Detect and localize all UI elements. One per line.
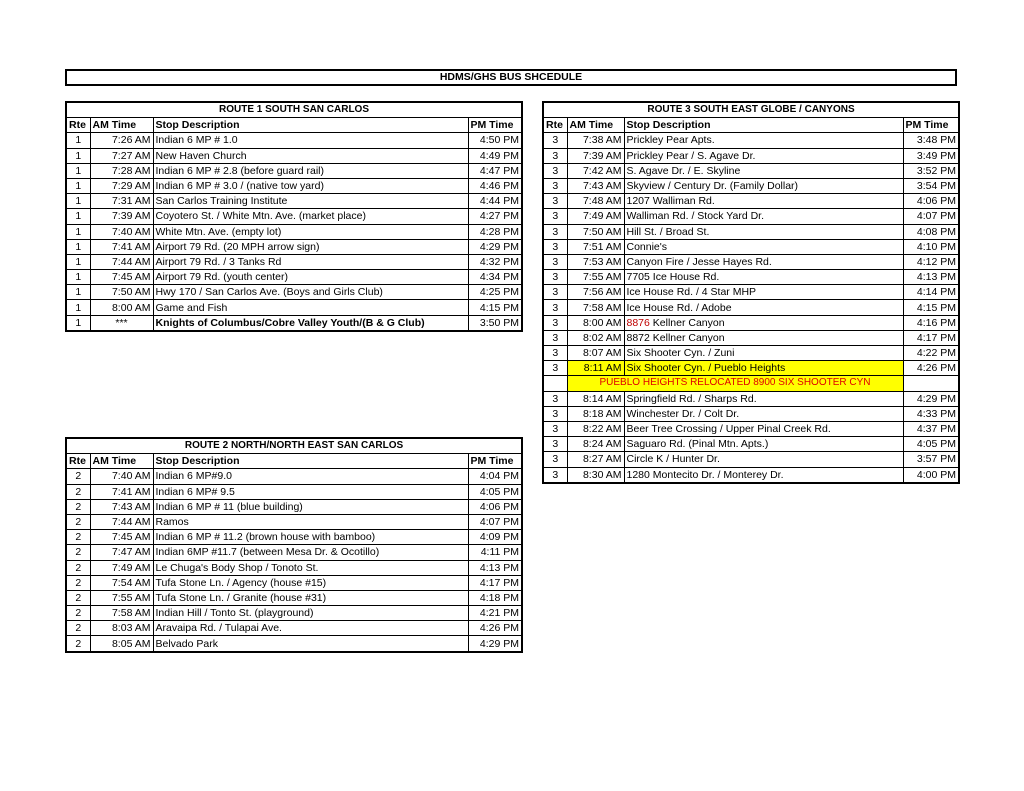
table-row bbox=[66, 239, 522, 254]
pm-time-cell: 4:05 PM bbox=[903, 437, 959, 452]
stop-description-cell: Ice House Rd. / 4 Star MHP bbox=[624, 285, 903, 300]
pm-time-cell: 4:17 PM bbox=[903, 330, 959, 345]
stop-description-cell: Six Shooter Cyn. / Zuni bbox=[624, 346, 903, 361]
table-row bbox=[66, 163, 522, 178]
table-row bbox=[66, 469, 522, 484]
table-row bbox=[543, 376, 959, 391]
pm-time-cell: 4:11 PM bbox=[468, 545, 522, 560]
am-time-cell: 7:58 AM bbox=[90, 606, 153, 621]
document-title: HDMS/GHS BUS SHCEDULE bbox=[65, 69, 957, 86]
route-2-rows bbox=[66, 469, 522, 652]
rte-cell: 1 bbox=[66, 315, 90, 331]
am-time-cell: 8:00 AM bbox=[90, 300, 153, 315]
pm-time-cell: 4:04 PM bbox=[468, 469, 522, 484]
stop-description-cell: 1207 Walliman Rd. bbox=[624, 194, 903, 209]
table-row bbox=[66, 499, 522, 514]
pm-time-cell: 4:37 PM bbox=[903, 421, 959, 436]
am-time-cell: 8:22 AM bbox=[567, 421, 624, 436]
stop-description-cell: 7705 Ice House Rd. bbox=[624, 270, 903, 285]
stop-description-cell: Hwy 170 / San Carlos Ave. (Boys and Girls Club) bbox=[153, 285, 468, 300]
table-row bbox=[543, 270, 959, 285]
rte-cell: 3 bbox=[543, 254, 567, 269]
rte-cell: 3 bbox=[543, 133, 567, 148]
stop-description-cell: Saguaro Rd. (Pinal Mtn. Apts.) bbox=[624, 437, 903, 452]
rte-cell: 1 bbox=[66, 239, 90, 254]
table-row bbox=[543, 330, 959, 345]
rte-cell: 2 bbox=[66, 575, 90, 590]
stop-description-cell: Winchester Dr. / Colt Dr. bbox=[624, 406, 903, 421]
rte-cell: 3 bbox=[543, 391, 567, 406]
stop-description-cell bbox=[624, 315, 903, 330]
route-3-rows bbox=[543, 133, 959, 483]
table-row bbox=[543, 346, 959, 361]
table-row bbox=[543, 254, 959, 269]
pm-time-cell: 4:06 PM bbox=[903, 194, 959, 209]
rte-cell: 3 bbox=[543, 209, 567, 224]
pm-time-cell: 4:33 PM bbox=[903, 406, 959, 421]
stop-description-cell: Indian 6 MP # 3.0 / (native tow yard) bbox=[153, 178, 468, 193]
pm-time-cell: 3:48 PM bbox=[903, 133, 959, 148]
stop-description-cell: Connie's bbox=[624, 239, 903, 254]
pm-time-cell: 4:29 PM bbox=[468, 636, 522, 652]
am-time-cell: 7:55 AM bbox=[567, 270, 624, 285]
am-time-cell: 7:54 AM bbox=[90, 575, 153, 590]
rte-cell: 2 bbox=[66, 499, 90, 514]
rte-cell: 3 bbox=[543, 194, 567, 209]
am-time-cell: 8:27 AM bbox=[567, 452, 624, 467]
stop-description-cell: Aravaipa Rd. / Tulapai Ave. bbox=[153, 621, 468, 636]
table-row bbox=[66, 194, 522, 209]
rte-cell: 2 bbox=[66, 636, 90, 652]
stop-description-cell: Airport 79 Rd. / 3 Tanks Rd bbox=[153, 254, 468, 269]
am-time-cell: 7:39 AM bbox=[567, 148, 624, 163]
am-time-cell: 7:41 AM bbox=[90, 239, 153, 254]
pm-time-cell: 4:46 PM bbox=[468, 178, 522, 193]
am-time-cell: 7:44 AM bbox=[90, 254, 153, 269]
rte-cell: 3 bbox=[543, 346, 567, 361]
pm-time-cell: 4:32 PM bbox=[468, 254, 522, 269]
table-row bbox=[66, 590, 522, 605]
pm-time-cell: 4:05 PM bbox=[468, 484, 522, 499]
am-time-cell: 7:53 AM bbox=[567, 254, 624, 269]
table-row bbox=[66, 315, 522, 331]
rte-cell: 2 bbox=[66, 469, 90, 484]
route-2-title: ROUTE 2 NORTH/NORTH EAST SAN CARLOS bbox=[66, 438, 522, 454]
table-row bbox=[543, 148, 959, 163]
pm-time-cell: 4:29 PM bbox=[468, 239, 522, 254]
rte-cell: 3 bbox=[543, 330, 567, 345]
stop-description-cell: Indian 6 MP # 1.0 bbox=[153, 133, 468, 148]
table-row bbox=[543, 421, 959, 436]
stop-description-cell: 1280 Montecito Dr. / Monterey Dr. bbox=[624, 467, 903, 483]
table-row bbox=[66, 545, 522, 560]
pm-time-header: PM Time bbox=[903, 118, 959, 133]
rte-cell: 2 bbox=[66, 590, 90, 605]
am-time-cell: 7:51 AM bbox=[567, 239, 624, 254]
pm-time-cell: 4:17 PM bbox=[468, 575, 522, 590]
am-time-cell: 7:55 AM bbox=[90, 590, 153, 605]
table-row bbox=[543, 163, 959, 178]
table-row bbox=[66, 254, 522, 269]
header-row bbox=[66, 454, 522, 469]
pm-time-cell: 3:49 PM bbox=[903, 148, 959, 163]
pm-time-cell: 4:50 PM bbox=[468, 133, 522, 148]
table-row bbox=[66, 300, 522, 315]
am-time-header: AM Time bbox=[90, 118, 153, 133]
stop-description-cell: Indian 6 MP # 11 (blue building) bbox=[153, 499, 468, 514]
pm-time-cell: 4:29 PM bbox=[903, 391, 959, 406]
pm-time-cell: 4:49 PM bbox=[468, 148, 522, 163]
am-time-cell: *** bbox=[90, 315, 153, 331]
pm-time-cell bbox=[903, 376, 959, 391]
am-time-cell: 7:45 AM bbox=[90, 270, 153, 285]
header-row bbox=[66, 118, 522, 133]
route-1-title: ROUTE 1 SOUTH SAN CARLOS bbox=[66, 102, 522, 118]
table-row bbox=[543, 406, 959, 421]
pm-time-cell: 4:06 PM bbox=[468, 499, 522, 514]
rte-header: Rte bbox=[66, 118, 90, 133]
am-time-header: AM Time bbox=[567, 118, 624, 133]
rte-cell: 1 bbox=[66, 178, 90, 193]
rte-cell: 2 bbox=[66, 484, 90, 499]
route-3-table bbox=[542, 101, 960, 484]
am-time-cell: 7:40 AM bbox=[90, 224, 153, 239]
am-time-cell: 8:03 AM bbox=[90, 621, 153, 636]
table-row bbox=[66, 224, 522, 239]
rte-cell: 3 bbox=[543, 224, 567, 239]
stop-description-cell: Hill St. / Broad St. bbox=[624, 224, 903, 239]
stop-description-cell: Circle K / Hunter Dr. bbox=[624, 452, 903, 467]
am-time-cell: 7:40 AM bbox=[90, 469, 153, 484]
stop-description-header: Stop Description bbox=[153, 118, 468, 133]
am-time-cell: 8:02 AM bbox=[567, 330, 624, 345]
stop-description-cell: Prickley Pear / S. Agave Dr. bbox=[624, 148, 903, 163]
table-row bbox=[543, 437, 959, 452]
rte-cell: 3 bbox=[543, 437, 567, 452]
route-2-table bbox=[65, 437, 523, 653]
rte-cell: 3 bbox=[543, 239, 567, 254]
stop-description-cell: Indian Hill / Tonto St. (playground) bbox=[153, 606, 468, 621]
table-row bbox=[543, 224, 959, 239]
route-3-title: ROUTE 3 SOUTH EAST GLOBE / CANYONS bbox=[543, 102, 959, 118]
stop-description-cell: S. Agave Dr. / E. Skyline bbox=[624, 163, 903, 178]
am-time-cell: 8:18 AM bbox=[567, 406, 624, 421]
stop-description-cell: Indian 6 MP# 9.5 bbox=[153, 484, 468, 499]
pm-time-cell: 4:15 PM bbox=[903, 300, 959, 315]
table-row bbox=[66, 270, 522, 285]
pm-time-cell: 4:47 PM bbox=[468, 163, 522, 178]
stop-description-header: Stop Description bbox=[624, 118, 903, 133]
stop-description-cell: Six Shooter Cyn. / Pueblo Heights bbox=[624, 361, 903, 376]
am-time-cell: 7:39 AM bbox=[90, 209, 153, 224]
pm-time-cell: 4:25 PM bbox=[468, 285, 522, 300]
am-time-cell: 7:49 AM bbox=[567, 209, 624, 224]
pm-time-cell: 4:12 PM bbox=[903, 254, 959, 269]
stop-description-cell: 8872 Kellner Canyon bbox=[624, 330, 903, 345]
rte-cell: 2 bbox=[66, 606, 90, 621]
stop-description-cell: Springfield Rd. / Sharps Rd. bbox=[624, 391, 903, 406]
pm-time-cell: 3:50 PM bbox=[468, 315, 522, 331]
am-time-cell: 7:56 AM bbox=[567, 285, 624, 300]
stop-description-cell: Skyview / Century Dr. (Family Dollar) bbox=[624, 178, 903, 193]
stop-description-cell: Indian 6 MP # 11.2 (brown house with bamboo) bbox=[153, 530, 468, 545]
stop-description-cell: Ice House Rd. / Adobe bbox=[624, 300, 903, 315]
pm-time-cell: 4:14 PM bbox=[903, 285, 959, 300]
pm-time-cell: 4:10 PM bbox=[903, 239, 959, 254]
header-row bbox=[543, 118, 959, 133]
pm-time-cell: 4:13 PM bbox=[903, 270, 959, 285]
am-time-cell: 7:43 AM bbox=[567, 178, 624, 193]
stop-description-cell: Coyotero St. / White Mtn. Ave. (market place) bbox=[153, 209, 468, 224]
rte-cell: 1 bbox=[66, 148, 90, 163]
table-row bbox=[543, 452, 959, 467]
pm-time-cell: 4:15 PM bbox=[468, 300, 522, 315]
stop-name: Kellner Canyon bbox=[649, 316, 725, 329]
table-row bbox=[543, 361, 959, 376]
pm-time-cell: 4:44 PM bbox=[468, 194, 522, 209]
relocation-notice: PUEBLO HEIGHTS RELOCATED 8900 SIX SHOOTER CYN bbox=[567, 376, 903, 391]
pm-time-cell: 4:16 PM bbox=[903, 315, 959, 330]
rte-cell: 2 bbox=[66, 560, 90, 575]
rte-cell: 3 bbox=[543, 467, 567, 483]
rte-cell: 3 bbox=[543, 270, 567, 285]
route-1-table bbox=[65, 101, 523, 332]
stop-description-cell: San Carlos Training Institute bbox=[153, 194, 468, 209]
stop-description-cell: Airport 79 Rd. (20 MPH arrow sign) bbox=[153, 239, 468, 254]
pm-time-cell: 4:34 PM bbox=[468, 270, 522, 285]
am-time-cell: 7:43 AM bbox=[90, 499, 153, 514]
stop-description-cell: Canyon Fire / Jesse Hayes Rd. bbox=[624, 254, 903, 269]
table-row bbox=[66, 133, 522, 148]
am-time-cell: 7:47 AM bbox=[90, 545, 153, 560]
rte-cell: 3 bbox=[543, 285, 567, 300]
stop-description-cell: Tufa Stone Ln. / Agency (house #15) bbox=[153, 575, 468, 590]
stop-description-cell: Indian 6 MP # 2.8 (before guard rail) bbox=[153, 163, 468, 178]
rte-cell: 2 bbox=[66, 514, 90, 529]
pm-time-cell: 4:09 PM bbox=[468, 530, 522, 545]
am-time-cell: 8:07 AM bbox=[567, 346, 624, 361]
table-row bbox=[66, 285, 522, 300]
rte-cell: 3 bbox=[543, 163, 567, 178]
table-row bbox=[543, 194, 959, 209]
stop-description-cell: Prickley Pear Apts. bbox=[624, 133, 903, 148]
rte-cell: 2 bbox=[66, 621, 90, 636]
pm-time-header: PM Time bbox=[468, 118, 522, 133]
stop-description-cell: Beer Tree Crossing / Upper Pinal Creek Rd. bbox=[624, 421, 903, 436]
stop-description-cell: Indian 6 MP#9.0 bbox=[153, 469, 468, 484]
rte-cell: 2 bbox=[66, 545, 90, 560]
stop-description-cell: New Haven Church bbox=[153, 148, 468, 163]
rte-cell: 3 bbox=[543, 421, 567, 436]
stop-description-cell: Le Chuga's Body Shop / Tonoto St. bbox=[153, 560, 468, 575]
table-row bbox=[543, 391, 959, 406]
stop-description-cell: Walliman Rd. / Stock Yard Dr. bbox=[624, 209, 903, 224]
table-row bbox=[66, 606, 522, 621]
address-number: 8876 bbox=[626, 316, 650, 329]
rte-cell: 3 bbox=[543, 148, 567, 163]
am-time-cell: 7:50 AM bbox=[567, 224, 624, 239]
am-time-cell: 7:31 AM bbox=[90, 194, 153, 209]
am-time-cell: 7:48 AM bbox=[567, 194, 624, 209]
table-row bbox=[66, 560, 522, 575]
am-time-cell: 7:27 AM bbox=[90, 148, 153, 163]
am-time-header: AM Time bbox=[90, 454, 153, 469]
rte-header: Rte bbox=[543, 118, 567, 133]
rte-cell: 1 bbox=[66, 133, 90, 148]
am-time-cell: 8:05 AM bbox=[90, 636, 153, 652]
table-row bbox=[543, 285, 959, 300]
table-row bbox=[543, 467, 959, 483]
table-row bbox=[66, 514, 522, 529]
rte-cell: 1 bbox=[66, 224, 90, 239]
am-time-cell: 7:45 AM bbox=[90, 530, 153, 545]
stop-description-cell: White Mtn. Ave. (empty lot) bbox=[153, 224, 468, 239]
am-time-cell: 7:26 AM bbox=[90, 133, 153, 148]
stop-description-cell: Game and Fish bbox=[153, 300, 468, 315]
table-row bbox=[66, 209, 522, 224]
pm-time-cell: 4:07 PM bbox=[468, 514, 522, 529]
table-row bbox=[543, 133, 959, 148]
stop-description-cell: Indian 6MP #11.7 (between Mesa Dr. & Ocotillo) bbox=[153, 545, 468, 560]
rte-cell bbox=[543, 376, 567, 391]
rte-cell: 2 bbox=[66, 530, 90, 545]
am-time-cell: 7:49 AM bbox=[90, 560, 153, 575]
pm-time-cell: 4:28 PM bbox=[468, 224, 522, 239]
rte-cell: 1 bbox=[66, 254, 90, 269]
table-row bbox=[66, 178, 522, 193]
table-row bbox=[543, 178, 959, 193]
pm-time-cell: 4:00 PM bbox=[903, 467, 959, 483]
pm-time-cell: 4:22 PM bbox=[903, 346, 959, 361]
pm-time-cell: 3:57 PM bbox=[903, 452, 959, 467]
route-1-rows bbox=[66, 133, 522, 331]
rte-header: Rte bbox=[66, 454, 90, 469]
pm-time-cell: 4:26 PM bbox=[468, 621, 522, 636]
am-time-cell: 8:00 AM bbox=[567, 315, 624, 330]
pm-time-cell: 4:08 PM bbox=[903, 224, 959, 239]
am-time-cell: 7:29 AM bbox=[90, 178, 153, 193]
rte-cell: 1 bbox=[66, 194, 90, 209]
rte-cell: 3 bbox=[543, 300, 567, 315]
pm-time-cell: 4:27 PM bbox=[468, 209, 522, 224]
pm-time-cell: 4:13 PM bbox=[468, 560, 522, 575]
table-row bbox=[66, 636, 522, 652]
rte-cell: 3 bbox=[543, 452, 567, 467]
rte-cell: 1 bbox=[66, 270, 90, 285]
am-time-cell: 7:44 AM bbox=[90, 514, 153, 529]
pm-time-cell: 3:52 PM bbox=[903, 163, 959, 178]
table-row bbox=[543, 209, 959, 224]
rte-cell: 1 bbox=[66, 300, 90, 315]
rte-cell: 3 bbox=[543, 315, 567, 330]
stop-description-cell: Tufa Stone Ln. / Granite (house #31) bbox=[153, 590, 468, 605]
pm-time-cell: 4:07 PM bbox=[903, 209, 959, 224]
rte-cell: 1 bbox=[66, 209, 90, 224]
am-time-cell: 7:28 AM bbox=[90, 163, 153, 178]
stop-description-cell: Belvado Park bbox=[153, 636, 468, 652]
am-time-cell: 7:41 AM bbox=[90, 484, 153, 499]
am-time-cell: 8:24 AM bbox=[567, 437, 624, 452]
pm-time-cell: 3:54 PM bbox=[903, 178, 959, 193]
am-time-cell: 8:14 AM bbox=[567, 391, 624, 406]
table-row bbox=[543, 300, 959, 315]
am-time-cell: 7:50 AM bbox=[90, 285, 153, 300]
pm-time-cell: 4:18 PM bbox=[468, 590, 522, 605]
table-row bbox=[66, 484, 522, 499]
am-time-cell: 7:38 AM bbox=[567, 133, 624, 148]
stop-description-cell: Knights of Columbus/Cobre Valley Youth/(B & G Club) bbox=[153, 315, 468, 331]
pm-time-header: PM Time bbox=[468, 454, 522, 469]
am-time-cell: 7:42 AM bbox=[567, 163, 624, 178]
table-row bbox=[543, 315, 959, 330]
rte-cell: 1 bbox=[66, 163, 90, 178]
am-time-cell: 7:58 AM bbox=[567, 300, 624, 315]
table-row bbox=[66, 148, 522, 163]
pm-time-cell: 4:26 PM bbox=[903, 361, 959, 376]
rte-cell: 3 bbox=[543, 361, 567, 376]
stop-description-cell: Ramos bbox=[153, 514, 468, 529]
table-row bbox=[66, 575, 522, 590]
rte-cell: 3 bbox=[543, 178, 567, 193]
table-row bbox=[66, 530, 522, 545]
am-time-cell: 8:30 AM bbox=[567, 467, 624, 483]
table-row bbox=[66, 621, 522, 636]
stop-description-header: Stop Description bbox=[153, 454, 468, 469]
pm-time-cell: 4:21 PM bbox=[468, 606, 522, 621]
table-row bbox=[543, 239, 959, 254]
am-time-cell: 8:11 AM bbox=[567, 361, 624, 376]
rte-cell: 3 bbox=[543, 406, 567, 421]
stop-description-cell: Airport 79 Rd. (youth center) bbox=[153, 270, 468, 285]
rte-cell: 1 bbox=[66, 285, 90, 300]
